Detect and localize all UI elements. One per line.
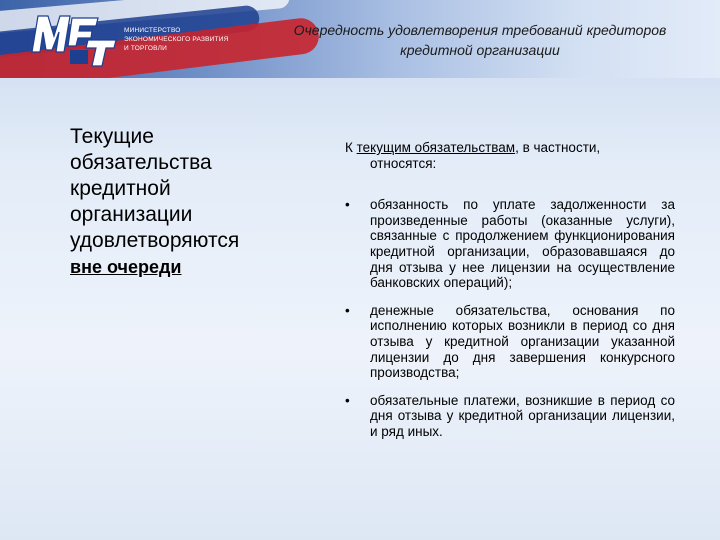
slide-title — [240, 20, 720, 60]
right-content — [345, 140, 675, 452]
bullet-icon: • — [345, 302, 350, 318]
list-item: • денежные обязательства, основания по исполнению которых возникли в период со дня отзыва у кредитной организации указанной лицензии до дня завершения конкурсного производства; — [345, 302, 675, 381]
left-statement: Текущие обязательства кредитной организации удовлетворяются вне очереди — [70, 124, 310, 280]
intro-underlined: текущим обязательствам — [356, 140, 516, 155]
intro-text: К текущим обязательствам, в частности, относятся: — [345, 140, 601, 171]
mert-logo-icon — [28, 4, 120, 70]
slide-title-line2: кредитной организации — [400, 42, 560, 58]
list-item: • обязательные платежи, возникшие в период со дня отзыва у кредитной организации лицензии, и ряд иных. — [345, 392, 675, 439]
bullet-icon: • — [345, 197, 350, 213]
bullet-icon: • — [345, 392, 350, 408]
slide-title-line1: Очередность удовлетворения требований кредиторов — [293, 22, 667, 38]
list-item: • обязанность по уплате задолженности за произведенные работы (оказанные услуги), связанные с продолжением функционирования кредитной организации, образовавшаяся до дня отзыва у нее лицензии на осуществление банковских операций); — [345, 197, 675, 291]
ministry-logo — [28, 4, 228, 74]
left-emphasis: вне очереди — [70, 257, 182, 277]
slide-header — [0, 0, 720, 78]
ministry-name: МИНИСТЕРСТВО ЭКОНОМИЧЕСКОГО РАЗВИТИЯ И ТОРГОВЛИ — [124, 27, 229, 52]
